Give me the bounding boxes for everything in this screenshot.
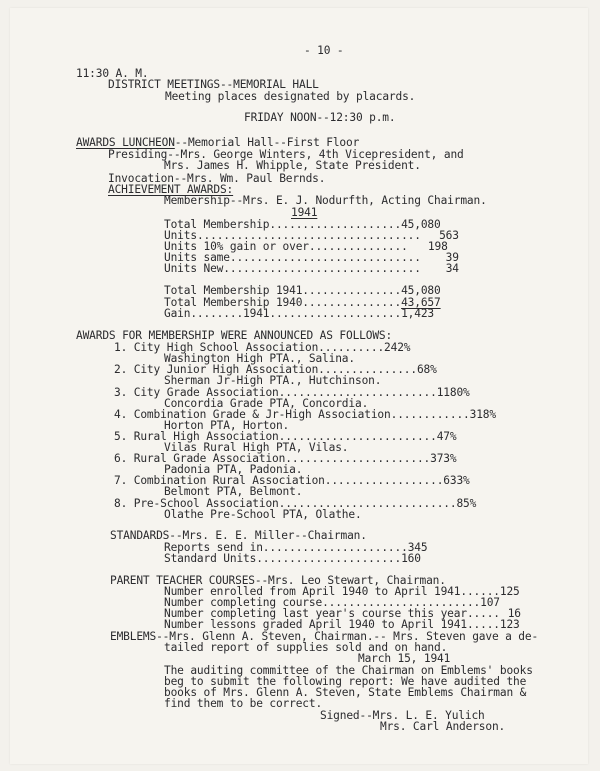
stat-row: Total Membership....................45,080 — [164, 218, 441, 231]
achievement-heading: ACHIEVEMENT AWARDS: — [108, 183, 234, 196]
award-row: 6. Rural Grade Association......................373% — [114, 452, 457, 465]
awards-heading: AWARDS FOR MEMBERSHIP WERE ANNOUNCED AS FOLLOWS: — [76, 329, 393, 342]
courses-row: Number lessons graded April 1940 to April 1941.....123 — [164, 618, 520, 631]
luncheon-heading: AWARDS LUNCHEON — [76, 136, 175, 149]
emblems-date: March 15, 1941 — [358, 652, 451, 665]
comparison-row: Total Membership 1940...............43,657 — [164, 296, 441, 309]
friday-noon: FRIDAY NOON--12:30 p.m. — [244, 111, 396, 124]
standards-heading: STANDARDS--Mrs. E. E. Miller--Chairman. — [110, 529, 367, 542]
award-winner: Washington High PTA., Salina. — [164, 352, 355, 365]
award-winner: Vilas Rural High PTA, Vilas. — [164, 441, 349, 454]
stat-row: Units New.............................. 34 — [164, 262, 459, 275]
award-winner: Sherman Jr-High PTA., Hutchinson. — [164, 374, 382, 387]
standards-row: Standard Units......................160 — [164, 552, 421, 565]
schedule-time: 11:30 A. M. — [76, 67, 149, 80]
stat-row: Units.................................. 563 — [164, 229, 459, 242]
presiding-line-1: Presiding--Mrs. George Winters, 4th Vicepresident, and — [108, 148, 464, 161]
emblems-body-line: beg to submit the following report: We have audited the — [164, 675, 527, 688]
signed-line-2: Mrs. Carl Anderson. — [380, 720, 506, 733]
award-row: 2. City Junior High Association...............68% — [114, 363, 437, 376]
award-row: 7. Combination Rural Association..................633% — [114, 474, 470, 487]
award-row: 1. City High School Association..........242% — [114, 341, 411, 354]
courses-row: Number completing last year's course this year..... 16 — [164, 607, 521, 620]
presiding-line-2: Mrs. James H. Whipple, State President. — [164, 159, 421, 172]
membership-year: 1941 — [291, 206, 318, 219]
emblems-body-line: books of Mrs. Glenn A. Steven, State Emblems Chairman & — [164, 686, 527, 699]
emblems-line-2: tailed report of supplies sold and on hand. — [164, 641, 448, 654]
comparison-row: Total Membership 1941...............45,080 — [164, 284, 441, 297]
standards-row: Reports send in......................345 — [164, 541, 428, 554]
page-number: - 10 - — [304, 44, 344, 57]
award-winner: Belmont PTA, Belmont. — [164, 485, 303, 498]
emblems-body-line: The auditing committee of the Chairman on Emblems' books — [164, 664, 533, 677]
courses-row: Number completing course........................107 — [164, 596, 500, 609]
award-winner: Olathe Pre-School PTA, Olathe. — [164, 508, 362, 521]
meeting-places: Meeting places designated by placards. — [165, 90, 416, 103]
courses-heading: PARENT TEACHER COURSES--Mrs. Leo Stewart, Chairman. — [110, 574, 446, 587]
stat-row: Units same............................. 39 — [164, 251, 459, 264]
award-winner: Horton PTA, Horton. — [164, 419, 290, 432]
award-row: 3. City Grade Association........................1180% — [114, 386, 470, 399]
courses-row: Number enrolled from April 1940 to April 1941......125 — [164, 585, 520, 598]
document-page — [10, 8, 588, 764]
invocation: Invocation--Mrs. Wm. Paul Bernds. — [108, 172, 326, 185]
district-meetings: DISTRICT MEETINGS--MEMORIAL HALL — [108, 78, 319, 91]
stat-row: Units 10% gain or over............... 198 — [164, 240, 448, 253]
signed-line-1: Signed--Mrs. L. E. Yulich — [320, 709, 485, 722]
comparison-row: Gain........1941....................1,423 — [164, 307, 435, 320]
award-winner: Concordia Grade PTA, Concordia. — [164, 397, 369, 410]
award-row: 4. Combination Grade & Jr-High Association............318% — [114, 408, 496, 421]
luncheon-location: --Memorial Hall--First Floor — [174, 136, 360, 149]
award-row: 8. Pre-School Association...........................85% — [114, 497, 477, 510]
emblems-body-line: find them to be correct. — [164, 697, 323, 710]
award-row: 5. Rural High Association........................47% — [114, 430, 457, 443]
emblems-line-1: EMBLEMS--Mrs. Glenn A. Steven, Chairman.-- Mrs. Steven gave a de- — [110, 630, 539, 643]
membership-chair: Membership--Mrs. E. J. Nodurfth, Acting Chairman. — [164, 194, 487, 207]
award-winner: Padonia PTA, Padonia. — [164, 463, 303, 476]
